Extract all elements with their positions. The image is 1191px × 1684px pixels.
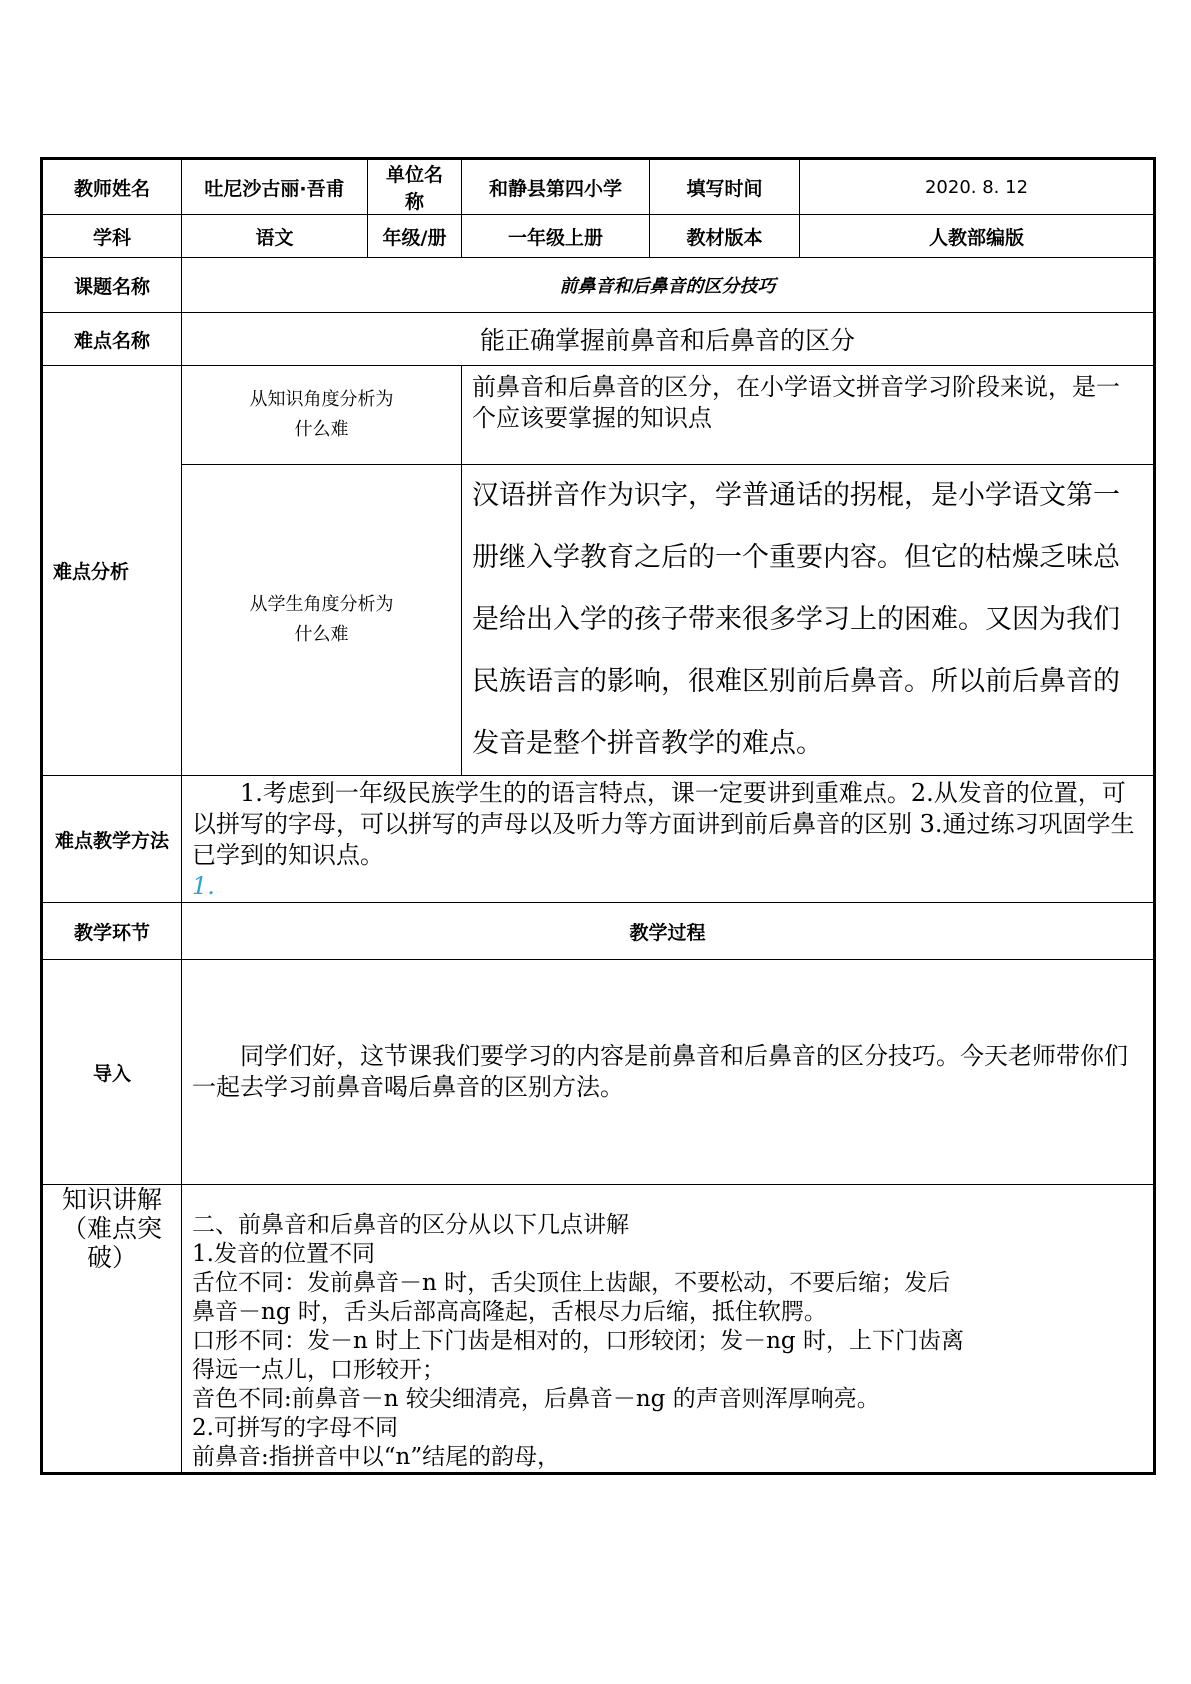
- student-angle-text: 汉语拼音作为识字，学普通话的拐棍，是小学语文第一册继入学教育之后的一个重要内容。但它的枯燥乏味总是给出入学的孩子带来很多学习上的困难。又因为我们民族语言的影响，很难区别前后鼻音。所以前后鼻音的发音是整个拼音教学的难点。: [462, 465, 1155, 776]
- subject-value: 语文: [182, 215, 368, 258]
- teacher-label: 教师姓名: [42, 159, 182, 215]
- method-text: 1.考虑到一年级民族学生的的语言特点，课一定要讲到重难点。2.从发音的位置，可以拼写的字母，可以拼写的声母以及听力等方面讲到前后鼻音的区别 3.通过练习巩固学生已学到的知识点。: [192, 779, 1135, 869]
- knowledge-label-line2: （难点突: [61, 1214, 162, 1243]
- knowledge-line: 舌位不同：发前鼻音－n 时，舌尖顶住上齿龈，不要松动，不要后缩；发后: [192, 1270, 951, 1296]
- date-label: 填写时间: [650, 159, 800, 215]
- knowledge-line: 得远一点儿，口形较开；: [192, 1357, 445, 1383]
- student-angle-label-line2: 什么难: [294, 624, 349, 645]
- intro-label: 导入: [42, 960, 182, 1185]
- stage-header: 教学环节: [42, 903, 182, 960]
- row-process-header: [42, 903, 1155, 960]
- subject-label: 学科: [42, 215, 182, 258]
- method-cell: [182, 776, 1155, 903]
- topic-value: 前鼻音和后鼻音的区分技巧: [182, 258, 1155, 313]
- knowledge-label-line1: 知识讲解: [61, 1185, 162, 1214]
- method-extra: 1.: [192, 872, 215, 900]
- difficulty-label: 难点名称: [42, 313, 182, 366]
- intro-text: 同学们好，这节课我们要学习的内容是前鼻音和后鼻音的区分技巧。今天老师带你们一起去学习前鼻音喝后鼻音的区别方法。: [182, 960, 1155, 1185]
- student-angle-label: [182, 465, 462, 776]
- process-header: 教学过程: [182, 903, 1155, 960]
- lesson-plan-sheet: [40, 157, 1153, 1475]
- row-analysis-knowledge: [42, 366, 1155, 465]
- knowledge-line: 2.可拼写的字母不同: [192, 1415, 398, 1441]
- edition-label: 教材版本: [650, 215, 800, 258]
- row-teacher: [42, 159, 1155, 215]
- knowledge-content: [182, 1185, 1155, 1474]
- lesson-plan-table: [40, 157, 1156, 1475]
- edition-value: 人教部编版: [800, 215, 1155, 258]
- teacher-value: 吐尼沙古丽·吾甫: [182, 159, 368, 215]
- topic-label: 课题名称: [42, 258, 182, 313]
- row-knowledge: [42, 1185, 1155, 1474]
- grade-value: 一年级上册: [462, 215, 650, 258]
- student-angle-label-line1: 从学生角度分析为: [249, 594, 394, 615]
- knowledge-line: 二、前鼻音和后鼻音的区分从以下几点讲解: [192, 1212, 629, 1238]
- knowledge-angle-label-line1: 从知识角度分析为: [249, 389, 394, 410]
- unit-value: 和静县第四小学: [462, 159, 650, 215]
- knowledge-angle-label: [182, 366, 462, 465]
- difficulty-value: 能正确掌握前鼻音和后鼻音的区分: [182, 313, 1155, 366]
- row-intro: [42, 960, 1155, 1185]
- row-topic: [42, 258, 1155, 313]
- knowledge-line: 鼻音－ng 时，舌头后部高高隆起，舌根尽力后缩，抵住软腭。: [192, 1299, 827, 1325]
- unit-label: 单位名称: [368, 159, 462, 215]
- knowledge-line: 音色不同:前鼻音－n 较尖细清亮，后鼻音－ng 的声音则浑厚响亮。: [192, 1386, 880, 1412]
- knowledge-line: 前鼻音:指拼音中以“n”结尾的韵母，: [192, 1444, 561, 1470]
- knowledge-angle-text: 前鼻音和后鼻音的区分，在小学语文拼音学习阶段来说，是一个应该要掌握的知识点: [462, 366, 1155, 465]
- knowledge-angle-label-line2: 什么难: [294, 419, 349, 440]
- knowledge-line: 口形不同：发－n 时上下门齿是相对的，口形较闭；发－ng 时，上下门齿离: [192, 1328, 964, 1354]
- row-difficulty: [42, 313, 1155, 366]
- row-subject: [42, 215, 1155, 258]
- grade-label: 年级/册: [368, 215, 462, 258]
- row-analysis-student: [42, 465, 1155, 776]
- row-method: [42, 776, 1155, 903]
- date-value: 2020. 8. 12: [800, 159, 1155, 215]
- method-label: 难点教学方法: [42, 776, 182, 903]
- knowledge-label: [42, 1185, 182, 1474]
- knowledge-line: 1.发音的位置不同: [192, 1241, 375, 1267]
- analysis-label: 难点分析: [42, 366, 182, 776]
- knowledge-label-line3: 破）: [86, 1243, 137, 1272]
